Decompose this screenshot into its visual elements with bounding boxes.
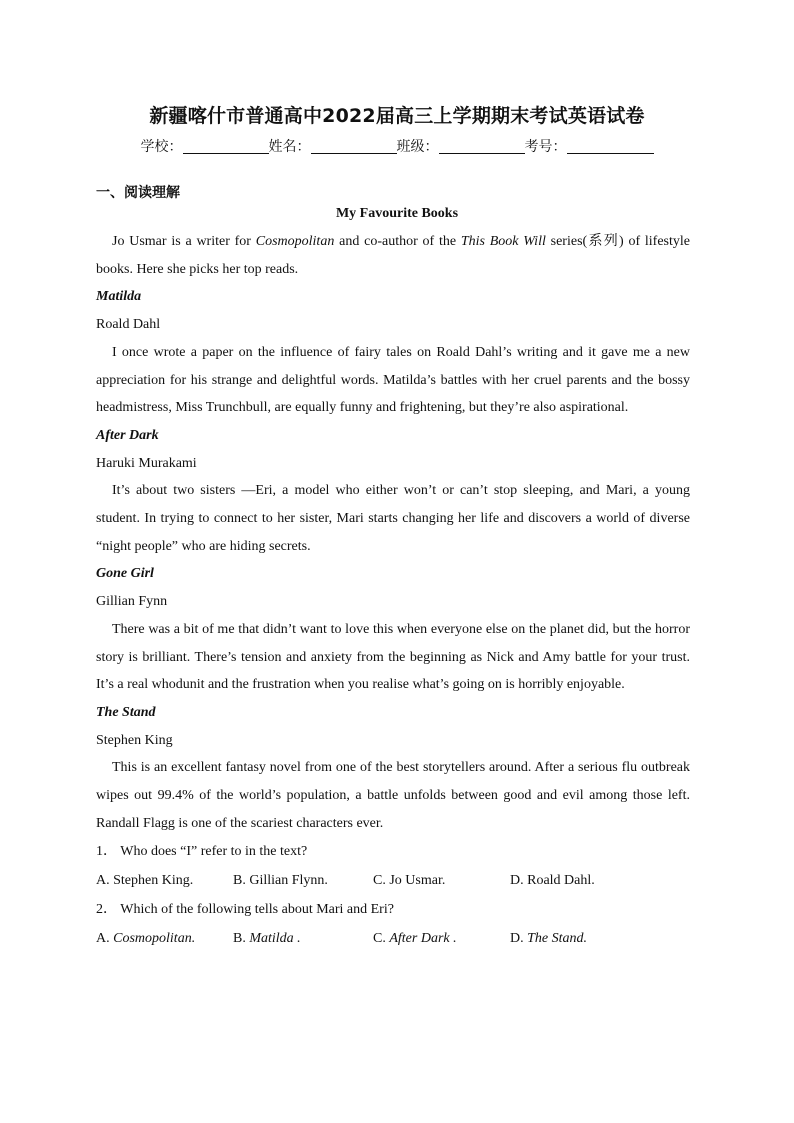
book-title: Matilda	[96, 289, 142, 305]
class-blank	[439, 139, 525, 154]
school-blank	[183, 139, 269, 154]
intro-text: Jo Usmar is a writer for	[112, 234, 256, 249]
option-a	[96, 924, 233, 953]
section-heading: 一、阅读理解	[96, 185, 180, 201]
name-blank	[311, 139, 397, 154]
passage-title: My Favourite Books	[335, 206, 459, 221]
name-label: 姓名：	[268, 139, 311, 155]
option-letter: B.	[233, 931, 250, 947]
option-letter: D.	[510, 931, 528, 947]
book-title: The Stand	[96, 704, 156, 720]
intro-text: series(系列) of lifestyle books. Here she picks her top reads.	[96, 234, 690, 277]
number-blank	[567, 139, 654, 154]
option-text: Matilda .	[249, 931, 301, 947]
student-info-line	[0, 136, 794, 156]
school-label: 学校：	[140, 139, 183, 155]
book-review: There was a bit of me that didn’t want to love this when everyone else on the planet did, but the horror story is brilliant. There’s tension and anxiety from the beginning as Nick and Amy battle for your trust. It’s a real whodunit and the frustration when you realise what’s going on is horribly enjoyable.	[96, 621, 690, 693]
option-b: B. Gillian Flynn.	[233, 873, 328, 889]
option-letter: A.	[96, 931, 114, 947]
book-title: After Dark	[96, 427, 159, 443]
intro-text: and co-author of the	[334, 234, 461, 249]
option-d	[510, 924, 670, 953]
option-c	[373, 924, 510, 953]
question-options	[96, 924, 690, 953]
option-text: After Dark .	[389, 931, 457, 947]
option-a: A. Stephen King.	[96, 873, 194, 889]
option-b	[233, 924, 373, 953]
question-options	[96, 866, 690, 895]
question-stem: 1． Who does “I” refer to in the text?	[96, 844, 308, 860]
intro-series: This Book Will	[460, 234, 546, 249]
book-review: I once wrote a paper on the influence of fairy tales on Roald Dahl’s writing and it gave me a new appreciation for his strange and delightful words. Matilda’s battles with her cruel parents and the bossy headmistress, Miss Trunchbull, are equally funny and frightening, but they’re also aspirational.	[96, 344, 690, 416]
intro-magazine: Cosmopolitan	[255, 234, 335, 249]
option-c: C. Jo Usmar.	[373, 873, 446, 889]
passage-body	[96, 228, 690, 953]
option-letter: C.	[373, 931, 390, 947]
book-author: Stephen King	[96, 732, 173, 748]
book-review: This is an excellent fantasy novel from one of the best storytellers around. After a serious flu outbreak wipes out 99.4% of the world’s population, a battle unfolds between good and evil among those left. Randall Flagg is one of the scariest characters ever.	[96, 760, 690, 831]
book-author: Roald Dahl	[96, 317, 161, 333]
class-label: 班级：	[396, 139, 439, 155]
number-label: 考号：	[524, 139, 567, 155]
option-text: Cosmopolitan.	[113, 931, 196, 947]
exam-title: 新疆喀什市普通高中2022届高三上学期期末考试英语试卷	[149, 105, 645, 127]
book-author: Gillian Fynn	[96, 594, 168, 610]
book-review: It’s about two sisters —Eri, a model who either won’t or can’t stop sleeping, and Mari, a young student. In trying to connect to her sister, Mari starts changing her life and discovers a world of diverse “night people” who are hiding secrets.	[96, 483, 690, 554]
book-author: Haruki Murakami	[96, 455, 197, 471]
intro-paragraph	[96, 228, 690, 283]
option-text: The Stand.	[527, 931, 588, 947]
question-stem: 2． Which of the following tells about Mari and Eri?	[96, 902, 394, 918]
option-d: D. Roald Dahl.	[510, 873, 595, 889]
book-title: Gone Girl	[96, 566, 154, 582]
